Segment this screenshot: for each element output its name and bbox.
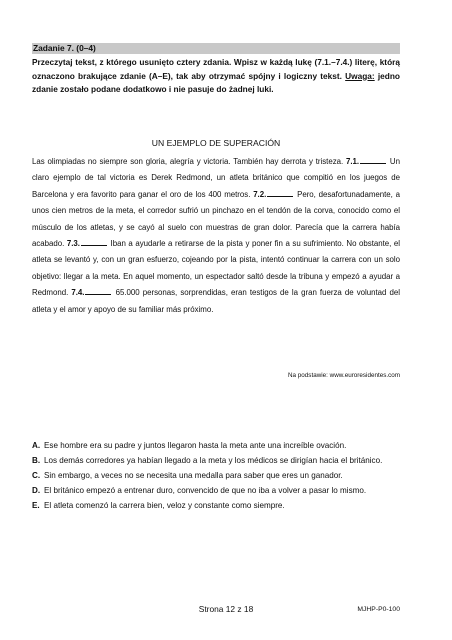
option-letter: E. (32, 501, 40, 510)
note-label: Uwaga: (345, 70, 375, 81)
task-header (32, 43, 400, 54)
option-e (32, 498, 400, 513)
option-d (32, 483, 400, 498)
gap-label-7-3: 7.3. (66, 239, 80, 249)
note-text: jedno zdanie zostało podane dodatkowo i nie pasuje do żadnej luki. (32, 70, 401, 94)
option-letter: A. (32, 441, 41, 450)
option-text: El británico empezó a entrenar duro, convencido de que no iba a volver a pasar lo mismo. (44, 486, 367, 495)
article-title: UN EJEMPLO DE SUPERACIÓN (151, 138, 281, 148)
option-a (32, 438, 400, 453)
gap-blank-7-1[interactable] (360, 156, 386, 164)
instruction-text: Przeczytaj tekst, z którego usunięto cztery zdania. Wpisz w każdą lukę (7.1.–7.4.) literę, którą oznaczono brakujące zdanie (A–E), tak aby otrzymać spójny i logiczny tekst. (32, 57, 400, 81)
gap-blank-7-2[interactable] (267, 189, 293, 197)
option-letter: B. (32, 456, 41, 465)
article-sentence-1: Las olimpiadas no siempre son gloria, alegría y victoria. También hay derrota y tristeza. (32, 157, 346, 166)
option-letter: C. (32, 471, 41, 480)
option-text: El atleta comenzó la carrera bien, veloz y constante como siempre. (44, 501, 285, 510)
option-text: Sin embargo, a veces no se necesita una medalla para saber que eres un ganador. (44, 471, 343, 480)
article-sentence-2: Un claro ejemplo de tal victoria es Derek Redmond, un atleta británico que compitió en los juegos de Barcelona y era favorito para ganar el oro de los 400 metros. (32, 157, 400, 199)
option-letter: D. (32, 486, 41, 495)
article-source: Na podstawie: www.euroresidentes.com (288, 372, 400, 379)
article-body (32, 154, 400, 318)
gap-label-7-4: 7.4. (71, 288, 85, 298)
option-c (32, 468, 400, 483)
gap-blank-7-3[interactable] (81, 238, 107, 246)
exam-code: MJHP-P0-100 (357, 606, 400, 613)
page-number: Strona 12 z 18 (198, 604, 254, 614)
task-header-text: Zadanie 7. (0–4) (33, 43, 96, 53)
option-text: Ese hombre era su padre y juntos llegaron hasta la meta ante una increíble ovación. (44, 441, 347, 450)
article-sentence-5: 65.000 personas, sorprendidas, eran testigos de la gran fuerza de voluntad del atleta y el amor y apoyo de su familiar más próximo. (32, 288, 400, 314)
task-instruction (32, 56, 400, 97)
answer-options (32, 438, 400, 513)
gap-label-7-2: 7.2. (253, 189, 267, 199)
gap-blank-7-4[interactable] (85, 287, 111, 295)
article-sentence-4: Iban a ayudarle a retirarse de la pista y poner fin a su sufrimiento. No obstante, el atleta se levantó y, con un gran esfuerzo, cojeando por la pista, intentó continuar la carrera con un solo objetivo: llegar a la meta. En aquel momento, un espectador saltó desde la tribuna y empezó a ayudar a Redmond. (32, 239, 400, 298)
article-sentence-3: Pero, desafortunadamente, a unos cien metros de la meta, el corredor sufrió un pinchazo en el tendón de la corva, conocido como el músculo de los atletas, y se cayó al suelo con muestras de gran dolor. Parecía que la carrera había acabado. (32, 189, 400, 249)
option-text: Los demás corredores ya habían llegado a la meta y los médicos se dirigían hacia el británico. (44, 456, 383, 465)
option-b (32, 453, 400, 468)
gap-label-7-1: 7.1. (346, 157, 360, 166)
